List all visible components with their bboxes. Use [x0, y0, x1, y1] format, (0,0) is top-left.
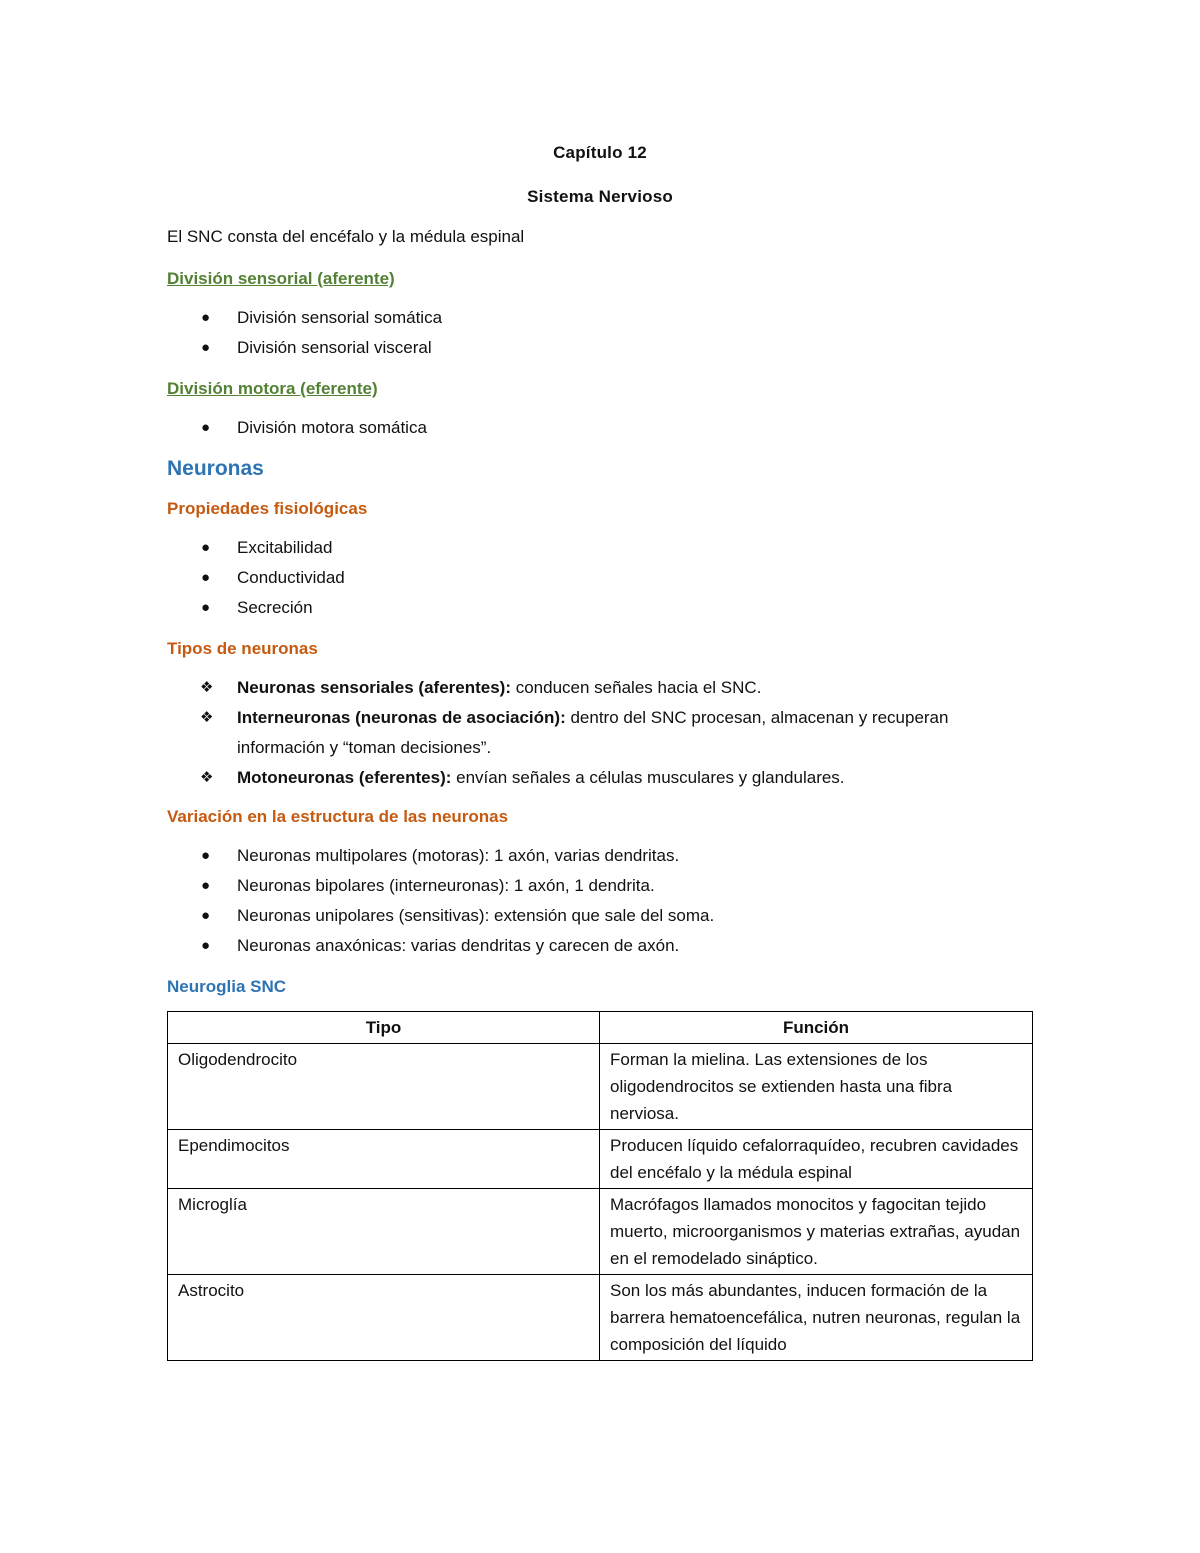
list-item: ● División motora somática — [167, 413, 1033, 443]
motor-division-list — [167, 413, 1033, 443]
document-page — [167, 140, 1033, 1361]
bullet-icon: ● — [201, 847, 211, 864]
tipos-list — [167, 673, 1033, 793]
cell-tipo: Astrocito — [168, 1275, 600, 1361]
list-item: ● Conductividad — [167, 563, 1033, 593]
chapter-title: Capítulo 12 — [553, 143, 647, 162]
cell-funcion: Son los más abundantes, inducen formación de la barrera hematoencefálica, nutren neuronas, regulan la composición del líquido — [600, 1275, 1033, 1361]
diamond-bullet-icon: ❖ — [200, 769, 214, 786]
bullet-icon: ● — [201, 937, 211, 954]
bullet-icon: ● — [201, 907, 211, 924]
cell-funcion: Macrófagos llamados monocitos y fagocitan tejido muerto, microorganismos y materias extrañas, ayudan en el remodelado sináptico. — [600, 1189, 1033, 1275]
bullet-icon: ● — [201, 569, 211, 586]
bullet-icon: ● — [201, 877, 211, 894]
bullet-icon: ● — [201, 539, 211, 556]
table-row — [168, 1189, 1033, 1275]
sensory-division-list — [167, 303, 1033, 363]
table-row — [168, 1044, 1033, 1130]
neuroglia-table — [167, 1011, 1033, 1361]
table-header-row — [168, 1012, 1033, 1044]
list-item: ❖ Motoneuronas (eferentes): envían señales a células musculares y glandulares. — [167, 763, 1033, 793]
table-row — [168, 1275, 1033, 1361]
list-item: ❖ Interneuronas (neuronas de asociación): dentro del SNC procesan, almacenan y recuperan información y “toman decisiones”. — [167, 703, 1033, 763]
cell-tipo: Ependimocitos — [168, 1130, 600, 1189]
list-item: ● Secreción — [167, 593, 1033, 623]
list-item: ● Neuronas multipolares (motoras): 1 axón, varias dendritas. — [167, 841, 1033, 871]
sensory-division-heading: División sensorial (aferente) — [167, 269, 395, 288]
diamond-bullet-icon: ❖ — [200, 679, 214, 696]
bullet-icon: ● — [201, 339, 211, 356]
bullet-icon: ● — [201, 309, 211, 326]
cell-funcion: Forman la mielina. Las extensiones de los oligodendrocitos se extienden hasta una fibra nerviosa. — [600, 1044, 1033, 1130]
list-item: ● Neuronas unipolares (sensitivas): extensión que sale del soma. — [167, 901, 1033, 931]
neuroglia-heading: Neuroglia SNC — [167, 977, 287, 996]
variacion-list — [167, 841, 1033, 961]
neuronas-heading: Neuronas — [167, 457, 264, 480]
list-item: ● División sensorial visceral — [167, 333, 1033, 363]
intro-paragraph: El SNC consta del encéfalo y la médula espinal — [167, 227, 525, 246]
propiedades-heading: Propiedades fisiológicas — [167, 499, 368, 518]
cell-tipo: Microglía — [168, 1189, 600, 1275]
bullet-icon: ● — [201, 599, 211, 616]
tipos-heading: Tipos de neuronas — [167, 639, 318, 658]
column-header-tipo: Tipo — [168, 1012, 600, 1044]
list-item: ● Excitabilidad — [167, 533, 1033, 563]
list-item: ● Neuronas anaxónicas: varias dendritas y carecen de axón. — [167, 931, 1033, 961]
list-item: ● División sensorial somática — [167, 303, 1033, 333]
column-header-funcion: Función — [600, 1012, 1033, 1044]
list-item: ❖ Neuronas sensoriales (aferentes): conducen señales hacia el SNC. — [167, 673, 1033, 703]
bullet-icon: ● — [201, 419, 211, 436]
table-row — [168, 1130, 1033, 1189]
cell-tipo: Oligodendrocito — [168, 1044, 600, 1130]
motor-division-heading: División motora (eferente) — [167, 379, 378, 398]
variacion-heading: Variación en la estructura de las neuronas — [167, 807, 509, 826]
diamond-bullet-icon: ❖ — [200, 709, 214, 726]
chapter-subtitle: Sistema Nervioso — [527, 187, 673, 206]
list-item: ● Neuronas bipolares (interneuronas): 1 axón, 1 dendrita. — [167, 871, 1033, 901]
cell-funcion: Producen líquido cefalorraquídeo, recubren cavidades del encéfalo y la médula espinal — [600, 1130, 1033, 1189]
propiedades-list — [167, 533, 1033, 623]
